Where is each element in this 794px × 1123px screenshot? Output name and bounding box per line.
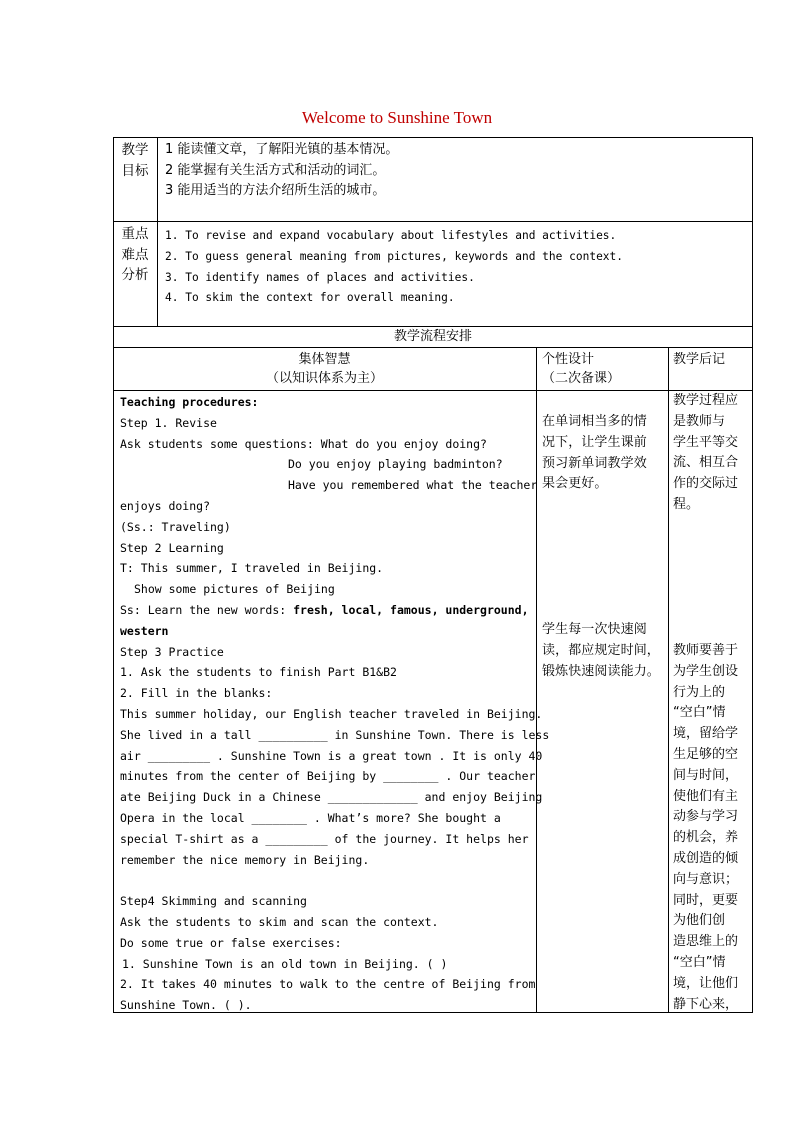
key-point-item: 4. To skim the context for overall meaning. (165, 291, 455, 305)
step-4: Step4 Skimming and scanning (120, 894, 307, 909)
spacer (120, 870, 530, 891)
column-divider-1 (536, 347, 537, 1013)
new-words-cont: western (120, 623, 169, 638)
skim-instruction: Ask the students to skim and scan the context. (120, 914, 439, 929)
row-divider-keypoints (113, 326, 753, 327)
objective-item: 1 能读懂文章，了解阳光镇的基本情况。 (165, 142, 399, 157)
row-divider-objectives (113, 221, 753, 222)
column-divider-2 (668, 347, 669, 1013)
key-point-item: 2. To guess general meaning from pictures, keywords and the context. (165, 249, 624, 263)
col1-subtitle: （以知识体系为主） (265, 371, 383, 386)
col3-title: 教学后记 (673, 352, 726, 367)
objective-item: 2 能掌握有关生活方式和活动的词汇。 (165, 162, 386, 178)
col1-header (113, 350, 536, 388)
design-note-2: 学生每一次快速阅 读，都应规定时间， 锻炼快速阅读能力。 (542, 622, 660, 679)
fill-blank-line: minutes from the center of Beijing by ________ . Our teacher (120, 769, 536, 784)
reflection-note-1: 教学过程应 是教师与 学生平等交 流、相互合 作的交际过 程。 (673, 393, 739, 512)
row-divider-column-header (113, 390, 753, 391)
question-3: Have you remembered what the teacher (288, 478, 538, 493)
objectives-label: 教学 目标 (121, 142, 149, 179)
procedures-heading: Teaching procedures: (120, 395, 259, 409)
key-point-item: 3. To identify names of places and activities. (165, 270, 475, 284)
col1-title: 集体智慧 (298, 352, 351, 367)
flow-header: 教学流程安排 (393, 329, 472, 344)
question-1: Ask students some questions: What do you enjoy doing? (120, 436, 487, 451)
show-pictures: Show some pictures of Beijing (134, 582, 335, 597)
fill-blank-line: Opera in the local ________ . What’s more? She bought a (120, 810, 501, 825)
step-3: Step 3 Practice (120, 644, 224, 659)
new-words-line: Ss: Learn the new words: fresh, local, famous, underground, (120, 602, 529, 617)
reflection-note-2: 教师要善于 为学生创设 行为上的 “空白”情 境，留给学 生足够的空 间与时间， 使他们有主 动参与学习 的机会，养 成创造的倾 向与意识； 同时，更要 为他们创 造思维上的 “空白”情 境，让他们 静下心来， (673, 643, 739, 1012)
practice-2: 2. Fill in the blanks: (120, 686, 273, 701)
col2-header (542, 350, 620, 388)
tf-item-1: 1. Sunshine Town is an old town in Beijing. ( ) (122, 956, 448, 971)
question-3-cont: enjoys doing? (120, 498, 211, 513)
tf-item-2: 2. It takes 40 minutes to walk to the centre of Beijing from (120, 977, 536, 992)
key-points-list (165, 226, 623, 309)
student-answer: (Ss.: Traveling) (120, 519, 231, 534)
new-words: fresh, local, famous, underground, (293, 602, 529, 617)
practice-1: 1. Ask the students to finish Part B1&B2 (120, 665, 397, 680)
key-points-label: 重点 难点 分析 (121, 226, 149, 283)
fill-blank-line: special T-shirt as a _________ of the journey. It helps her (120, 831, 529, 846)
fill-blank-line: ate Beijing Duck in a Chinese _____________ and enjoy Beijing (120, 790, 543, 805)
fill-blank-line: This summer holiday, our English teacher traveled in Beijing. (120, 706, 543, 721)
teacher-line: T: This summer, I traveled in Beijing. (120, 561, 384, 576)
step-1: Step 1. Revise (120, 415, 217, 430)
page-title: Welcome to Sunshine Town (301, 108, 493, 127)
tf-instruction: Do some true or false exercises: (120, 935, 342, 950)
teaching-procedures (120, 392, 550, 1016)
tf-item-2-cont: Sunshine Town. ( ). (120, 998, 252, 1013)
col2-title: 个性设计 (542, 352, 595, 367)
step-2: Step 2 Learning (120, 540, 224, 555)
fill-blank-line: remember the nice memory in Beijing. (120, 852, 370, 867)
label-column-divider (157, 137, 158, 326)
row-divider-flow-header (113, 347, 753, 348)
design-note-1: 在单词相当多的情 况下，让学生课前 预习新单词教学效 果会更好。 (542, 414, 647, 492)
col2-subtitle: （二次备课） (542, 371, 621, 386)
fill-blank-line: She lived in a tall __________ in Sunshine Town. There is less (120, 727, 550, 742)
question-2: Do you enjoy playing badminton? (288, 457, 503, 472)
key-point-item: 1. To revise and expand vocabulary about lifestyles and activities. (165, 229, 617, 242)
objectives-list (165, 140, 398, 202)
objective-item: 3 能用适当的方法介绍所生活的城市。 (165, 183, 386, 199)
fill-blank-line: air _________ . Sunshine Town is a great town . It is only 40 (120, 748, 543, 763)
